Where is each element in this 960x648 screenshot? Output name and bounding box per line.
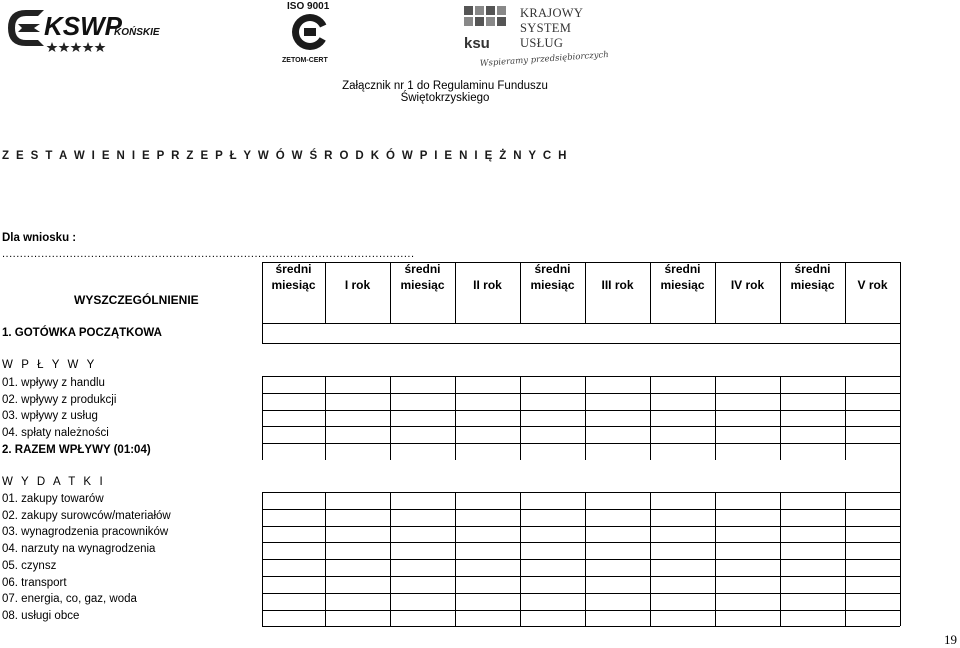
outflows-section-header: W Y D A T K I bbox=[2, 476, 106, 488]
column-header-line2: III rok bbox=[601, 278, 634, 292]
outflow-row-border bbox=[262, 610, 900, 611]
zetom-cert-emblem-icon bbox=[292, 14, 332, 50]
column-header-9 bbox=[780, 262, 845, 292]
description-column-header: WYSZCZEGÓLNIENIE bbox=[74, 293, 199, 307]
col-line-inflows bbox=[715, 376, 716, 460]
col-line-inflows bbox=[780, 376, 781, 460]
ksu-grid-icon bbox=[464, 6, 506, 26]
col-line-outflows bbox=[390, 492, 391, 626]
col-line-inflows bbox=[585, 376, 586, 460]
col-line-inflows bbox=[845, 376, 846, 460]
col-line-outflows bbox=[585, 492, 586, 626]
col-line-right bbox=[900, 262, 901, 626]
kswp-logo-text: KSWP bbox=[44, 11, 122, 41]
ksu-tagline: Wspieramy przedsiębiorczych bbox=[479, 50, 610, 69]
kswp-logo-emblem-icon bbox=[8, 10, 44, 46]
ksu-line-2: SYSTEM bbox=[520, 21, 572, 35]
inflows-total-label: 2. RAZEM WPŁYWY (01:04) bbox=[2, 444, 151, 456]
inflow-row-label: 01. wpływy z handlu bbox=[2, 377, 105, 389]
column-header-7 bbox=[650, 262, 715, 292]
annex-note: Załącznik nr 1 do Regulaminu Funduszu Świętokrzyskiego bbox=[342, 80, 548, 104]
inflow-row-label: 03. wpływy z usług bbox=[2, 410, 98, 423]
col-line-outflows bbox=[325, 492, 326, 626]
applicant-field[interactable]: .................................................................................................................... bbox=[2, 248, 415, 260]
column-header-line1: średni bbox=[664, 262, 701, 276]
ksu-line-3: USŁUG bbox=[520, 36, 564, 50]
outflow-row-border bbox=[262, 492, 900, 493]
column-header-line2: II rok bbox=[473, 278, 502, 292]
col-line-outflows bbox=[520, 492, 521, 626]
column-header-line2: miesiąc bbox=[790, 278, 835, 292]
iso-logo-sub: ZETOM-CERT bbox=[282, 57, 328, 64]
applicant-label: Dla wniosku : bbox=[2, 232, 77, 244]
inflow-row-border bbox=[262, 393, 900, 394]
col-line-left-outflows bbox=[262, 492, 263, 626]
column-header-line2: miesiąc bbox=[660, 278, 705, 292]
ksu-logo bbox=[464, 2, 610, 72]
col-line-inflows bbox=[520, 376, 521, 460]
table-bottom-border bbox=[262, 626, 900, 627]
column-header-line2: miesiąc bbox=[271, 278, 316, 292]
column-header-6 bbox=[585, 262, 650, 292]
column-header-8 bbox=[715, 262, 780, 292]
inflow-row-label: 04. spłaty należności bbox=[2, 427, 109, 440]
column-header-5 bbox=[520, 262, 585, 292]
col-line-outflows bbox=[780, 492, 781, 626]
col-line-outflows bbox=[455, 492, 456, 626]
inflow-row-label: 02. wpływy z produkcji bbox=[2, 393, 117, 406]
outflow-row-border bbox=[262, 559, 900, 560]
col-line-inflows bbox=[390, 376, 391, 460]
column-header-1 bbox=[262, 262, 325, 292]
col-line-outflows bbox=[650, 492, 651, 626]
inflows-section-header: W P Ł Y W Y bbox=[2, 359, 97, 371]
col-line-left-inflows bbox=[262, 376, 263, 460]
outflow-row-label: 06. transport bbox=[2, 576, 67, 589]
inflow-row-border bbox=[262, 376, 900, 377]
column-header-2 bbox=[325, 262, 390, 292]
outflow-row-label: 03. wynagrodzenia pracowników bbox=[2, 526, 169, 539]
outflow-row-label: 04. narzuty na wynagrodzenia bbox=[2, 543, 156, 556]
iso-9001-logo bbox=[282, 0, 342, 66]
kswp-logo bbox=[4, 4, 174, 52]
column-header-line2: miesiąc bbox=[400, 278, 445, 292]
document-title: Z E S T A W I E N I E P R Z E P Ł Y W Ó W Ś R O D K Ó W P I E N I Ę Ż N Y C H bbox=[2, 150, 569, 162]
outflow-row-border bbox=[262, 576, 900, 577]
outflow-row-border bbox=[262, 526, 900, 527]
column-header-line1: średni bbox=[404, 262, 441, 276]
column-header-line2: I rok bbox=[344, 278, 371, 292]
col-line-inflows bbox=[455, 376, 456, 460]
column-header-line1: średni bbox=[534, 262, 571, 276]
inflow-row-border bbox=[262, 443, 900, 444]
ksu-abbr: ksu bbox=[464, 35, 490, 52]
col-line-outflows bbox=[715, 492, 716, 626]
column-header-line2: miesiąc bbox=[530, 278, 575, 292]
kswp-stars-icon bbox=[47, 42, 106, 52]
col-line-outflows bbox=[845, 492, 846, 626]
outflow-row-label: 01. zakupy towarów bbox=[2, 493, 104, 505]
outflow-row-border bbox=[262, 593, 900, 594]
column-header-line1 bbox=[845, 262, 900, 276]
col-line-inflows bbox=[325, 376, 326, 460]
column-header-line1: średni bbox=[275, 262, 312, 276]
cash-start-border bbox=[262, 343, 900, 344]
column-header-line1 bbox=[715, 262, 780, 276]
column-header-line2: IV rok bbox=[730, 278, 765, 292]
col-line-inflows bbox=[650, 376, 651, 460]
column-header-10 bbox=[845, 262, 900, 292]
column-header-line2: V rok bbox=[857, 278, 888, 292]
iso-logo-title: ISO 9001 bbox=[287, 1, 330, 12]
outflow-row-label: 07. energia, co, gaz, woda bbox=[2, 593, 137, 606]
column-header-line1 bbox=[325, 262, 390, 276]
outflow-row-label: 08. usługi obce bbox=[2, 609, 80, 622]
outflow-row-border bbox=[262, 509, 900, 510]
header-bottom-border bbox=[262, 323, 900, 324]
column-header-line1 bbox=[585, 262, 650, 276]
column-header-4 bbox=[455, 262, 520, 292]
cash-start-label: 1. GOTÓWKA POCZĄTKOWA bbox=[2, 327, 162, 339]
outflow-row-label: 02. zakupy surowców/materiałów bbox=[2, 509, 171, 522]
inflow-row-border bbox=[262, 410, 900, 411]
outflow-row-border bbox=[262, 542, 900, 543]
ksu-line-1: KRAJOWY bbox=[520, 6, 584, 20]
inflow-row-border bbox=[262, 426, 900, 427]
column-header-3 bbox=[390, 262, 455, 292]
column-header-line1: średni bbox=[794, 262, 831, 276]
kswp-logo-city: KOŃSKIE bbox=[114, 27, 160, 38]
column-header-line1 bbox=[455, 262, 520, 276]
page-number: 19 bbox=[944, 632, 957, 647]
outflow-row-label: 05. czynsz bbox=[2, 559, 57, 572]
